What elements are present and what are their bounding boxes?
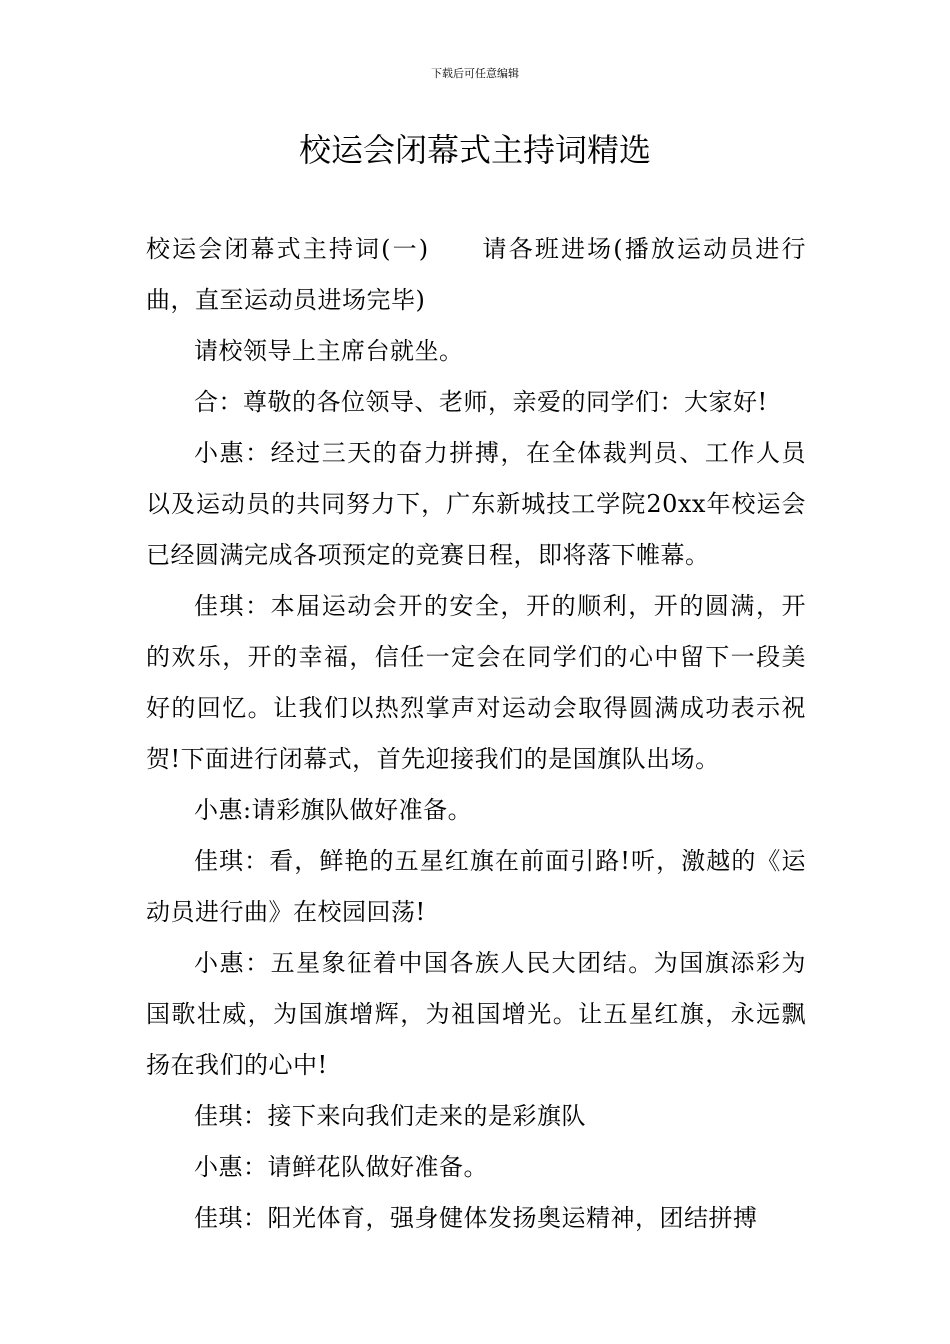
paragraph: 请校领导上主席台就坐。: [194, 337, 464, 365]
paragraph: 小惠:请彩旗队做好准备。: [194, 796, 473, 824]
paragraph: 佳琪：接下来向我们走来的是彩旗队: [194, 1102, 586, 1130]
paragraph: 佳琪：看，鲜艳的五星红旗在前面引路!听，激越的《运动员进行曲》在校园回荡!: [146, 847, 806, 926]
paragraph: 小惠：经过三天的奋力拼搏，在全体裁判员、工作人员以及运动员的共同努力下，广东新城技工学院20xx年校运会已经圆满完成各项预定的竞赛日程，即将落下帷幕。: [146, 439, 806, 569]
paragraph: 小惠：请鲜花队做好准备。: [194, 1153, 488, 1181]
paragraph: 小惠：五星象征着中国各族人民大团结。为国旗添彩为国歌壮威，为国旗增辉，为祖国增光。让五星红旗，永远飘扬在我们的心中!: [146, 949, 806, 1079]
paragraph: 佳琪：阳光体育，强身健体发扬奥运精神，团结拼搏: [194, 1204, 758, 1232]
document-title: 校运会闭幕式主持词精选: [298, 131, 651, 169]
paragraph: 合：尊敬的各位领导、老师，亲爱的同学们：大家好!: [194, 388, 768, 416]
paragraph: 佳琪：本届运动会开的安全，开的顺利，开的圆满，开的欢乐，开的幸福，信任一定会在同学们的心中留下一段美好的回忆。让我们以热烈掌声对运动会取得圆满成功表示祝贺!下面进行闭幕式，首先迎接我们的是国旗队出场。: [146, 592, 806, 773]
header-note: 下载后可任意编辑: [431, 67, 519, 80]
document-body: [146, 224, 806, 1244]
paragraph-intro: 校运会闭幕式主持词(一) 请各班进场(播放运动员进行曲，直至运动员进场完毕): [146, 235, 806, 314]
